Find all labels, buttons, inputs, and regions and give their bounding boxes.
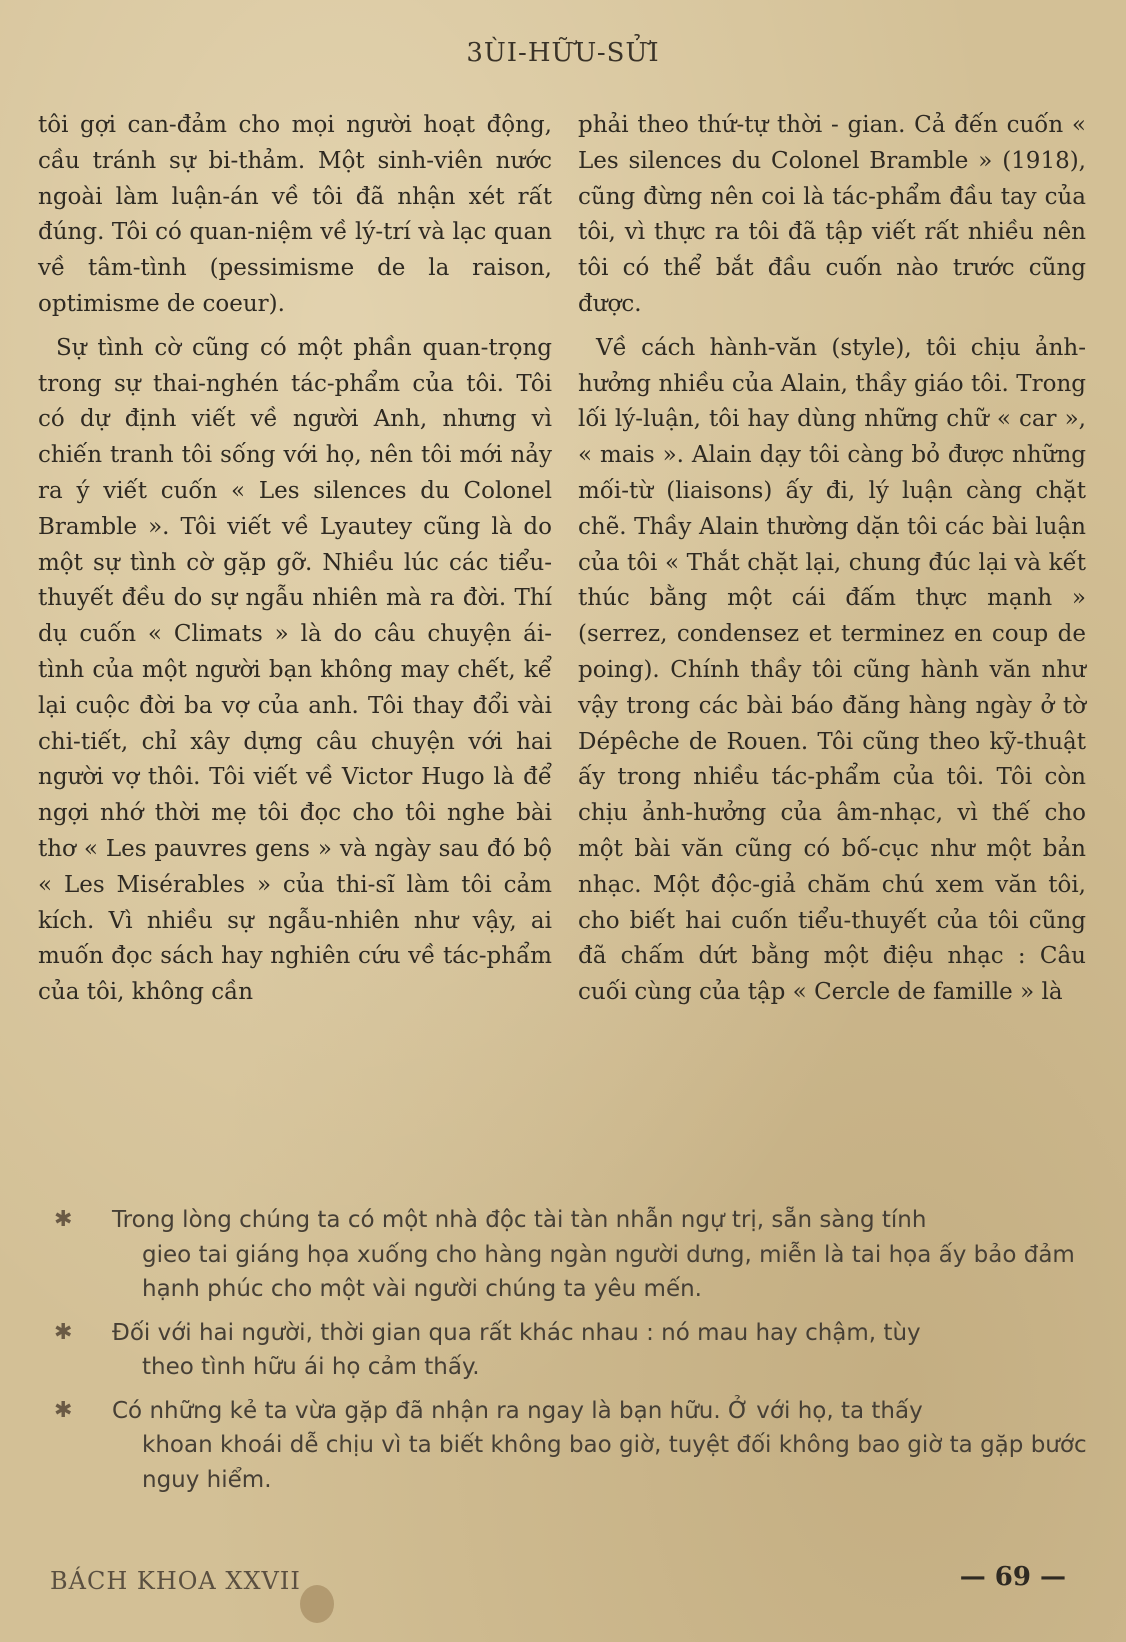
paragraph: Sự tình cờ cũng có một phần quan-trọng trong sự thai-nghén tác-phẩm của tôi. Tôi có dự định viết về người Anh, nhưng vì chiến tranh tôi sống với họ, nên tôi mới nảy ra ý viết cuốn « Les silences du Colonel Bramble ». Tôi viết về Lyautey cũng là do một sự tình cờ gặp gỡ. Nhiều lúc các tiểu-thuyết đều do sự ngẫu nhiên mà ra đời. Thí dụ cuốn « Climats » là do câu chuyện ái-tình của một người bạn không may chết, kể lại cuộc đời ba vợ của anh. Tôi thay đổi vài chi-tiết, chỉ xây dựng câu chuyện với hai người vợ thôi. Tôi viết về Victor Hugo là để ngợi nhớ thời mẹ tôi đọc cho tôi nghe bài thơ « Les pauvres gens » và ngày sau đó bộ « Les Misérables » của thi-sĩ làm tôi cảm kích. Vì nhiều sự ngẫu-nhiên như vậy, ai muốn đọc sách hay nghiên cứu về tác-phẩm của tôi, không cần bbox=[38, 334, 552, 1006]
quote-item bbox=[50, 1203, 1100, 1307]
paragraph: Về cách hành-văn (style), tôi chịu ảnh-hưởng nhiều của Alain, thầy giáo tôi. Trong lối lý-luận, tôi hay dùng những chữ « car », « mais ». Alain dạy tôi càng bỏ được những mối-từ (liaisons) ấy đi, lý luận càng chặt chẽ. Thầy Alain thường dặn tôi các bài luận của tôi « Thắt chặt lại, chung đúc lại và kết thúc bằng một cái đấm thực mạnh » (serrez, condensez et terminez en coup de poing). Chính thầy tôi cũng hành văn như vậy trong các bài báo đăng hàng ngày ở tờ Dépêche de Rouen. Tôi cũng theo kỹ-thuật ấy trong nhiều tác-phẩm của tôi. Tôi còn chịu ảnh-hưởng của âm-nhạc, vì thế cho một bài văn cũng có bố-cục như một bản nhạc. Một độc-giả chăm chú xem văn tôi, cho biết hai cuốn tiểu-thuyết của tôi cũng đã chấm dứt bằng một điệu nhạc : Câu cuối cùng của tập « Cercle de famille » là bbox=[578, 334, 1086, 1006]
star-bullet-icon: ✱ bbox=[54, 1319, 73, 1345]
paragraph: phải theo thứ-tự thời - gian. Cả đến cuốn « Les silences du Colonel Bramble » (1918), cũng đừng nên coi là tác-phẩm đầu tay của tôi, vì thực ra tôi đã tập viết rất nhiều nên tôi có thể bắt đầu cuốn nào trước cũng được. bbox=[578, 112, 1086, 317]
stain bbox=[300, 1585, 334, 1623]
quote-text-first: Có những kẻ ta vừa gặp đã nhận ra ngay là bạn hữu. Ở với họ, ta thấy bbox=[112, 1397, 923, 1424]
right-column bbox=[578, 108, 1086, 1011]
quotes-section bbox=[50, 1203, 1100, 1506]
quote-text-rest: gieo tai giáng họa xuống cho hàng ngàn người dưng, miễn là tai họa ấy bảo đảm hạnh phúc cho một vài người chúng ta yêu mến. bbox=[142, 1241, 1075, 1302]
quote-text-rest: theo tình hữu ái họ cảm thấy. bbox=[142, 1354, 480, 1380]
quote-item bbox=[50, 1394, 1100, 1498]
paragraph: tôi gợi can-đảm cho mọi người hoạt động, cầu tránh sự bi-thảm. Một sinh-viên nước ngoài làm luận-án về tôi đã nhận xét rất đúng. Tôi có quan-niệm về lý-trí và lạc quan về tâm-tình (pessimisme de la raison, optimisme de coeur). bbox=[38, 112, 552, 317]
quote-text-rest: khoan khoái dễ chịu vì ta biết không bao giờ, tuyệt đối không bao giờ ta gặp bước nguy hiểm. bbox=[142, 1432, 1087, 1493]
quote-text-first: Trong lòng chúng ta có một nhà độc tài tàn nhẫn ngự trị, sẵn sàng tính bbox=[112, 1207, 927, 1233]
page-header: 3ÙI-HỮU-SỬI bbox=[466, 38, 660, 68]
footer-publication: BÁCH KHOA XXVII bbox=[50, 1567, 301, 1595]
star-bullet-icon: ✱ bbox=[54, 1207, 73, 1232]
left-column bbox=[38, 108, 552, 1011]
star-bullet-icon: ✱ bbox=[54, 1397, 73, 1423]
quote-text-first: Đối với hai người, thời gian qua rất khác nhau : nó mau hay chậm, tùy bbox=[112, 1319, 921, 1346]
page-number: — 69 — bbox=[959, 1562, 1066, 1592]
quote-item bbox=[50, 1316, 1100, 1385]
